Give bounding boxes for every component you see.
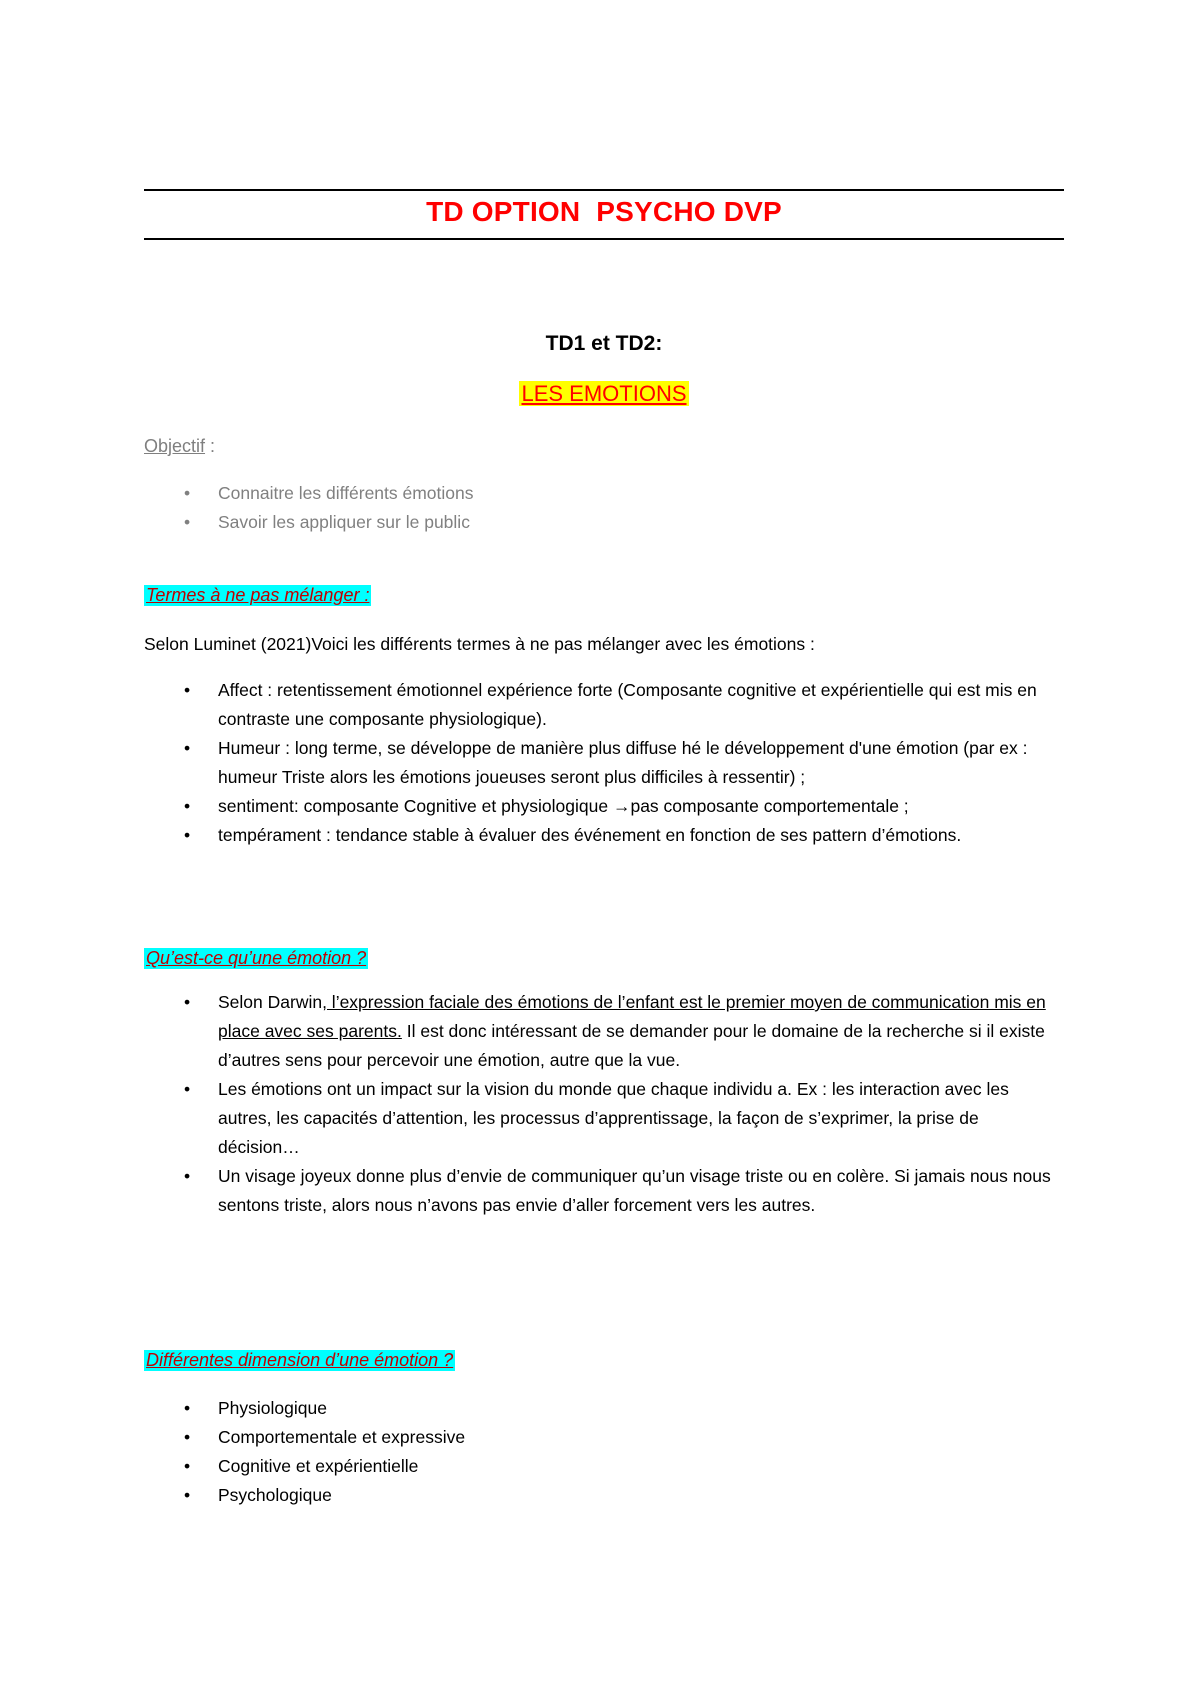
session-heading: TD1 et TD2: [545,332,663,355]
list-item [144,734,1064,792]
list-item [144,479,1064,508]
title-bottom-rule [144,238,1064,240]
list-item [144,1452,1064,1481]
list-item-text: Les émotions ont un impact sur la vision du monde que chaque individu a. Ex : les interaction avec les autres, les capacités d’attention, les processus d’apprentissage, la façon de s’exprimer, la prise de décision… [218,1079,1009,1157]
bullet-icon: • [184,1485,191,1505]
objectif-list [144,479,1064,537]
bullet-icon: • [184,796,191,816]
question-heading: Qu’est-ce qu’une émotion ? [146,948,367,968]
topic-heading-wrap [0,381,1200,407]
list-item-text: Psychologique [218,1485,332,1505]
bullet-icon: • [184,738,191,758]
list-item-text-cont: Il est donc intéressant de se demander pour le domaine de la recherche si il existe d’autres sens pour percevoir une émotion, autre que la vue. [218,1021,1045,1070]
list-item-text: Un visage joyeux donne plus d’envie de communiquer qu’un visage triste ou en colère. Si jamais nous nous sentons triste, alors nous n’avons pas envie d’aller forcement vers les autres. [218,1166,1051,1215]
list-item-text: Cognitive et expérientielle [218,1456,419,1476]
objectif-label-suffix: : [205,436,216,456]
bullet-icon: • [184,680,191,700]
list-item-text: Affect : retentissement émotionnel expérience forte (Composante cognitive et expérientielle qui est mis en contraste une composante physiologique). [218,680,1037,729]
termes-list [144,676,1064,850]
bullet-icon: • [184,1427,191,1447]
topic-heading: LES EMOTIONS [521,381,687,406]
list-item-underlined-text: , l’expression faciale des émotions de l’enfant est le premier moyen de communication mis en place avec ses parents. [218,992,1046,1041]
termes-heading: Termes à ne pas mélanger : [146,585,370,605]
bullet-icon: • [184,1456,191,1476]
bullet-icon: • [184,512,191,532]
list-item-text: Humeur : long terme, se développe de manière plus diffuse hé le développement d'une émotion (par ex : humeur Triste alors les émotions joueuses seront plus difficiles à ressentir) ; [218,738,1028,787]
list-item [144,988,1064,1075]
list-item-text: sentiment: composante Cognitive et physiologique →pas composante comportementale ; [218,796,909,816]
bullet-icon: • [184,825,191,845]
termes-intro: Selon Luminet (2021)Voici les différents termes à ne pas mélanger avec les émotions : [144,634,815,654]
list-item-text: Selon Darwin [218,992,323,1012]
list-item [144,821,1064,850]
list-item [144,676,1064,734]
dimensions-list [144,1394,1064,1510]
list-item-text: Connaitre les différents émotions [218,483,474,503]
list-item [144,1423,1064,1452]
bullet-icon: • [184,1398,191,1418]
bullet-icon: • [184,483,191,503]
list-item-text: tempérament : tendance stable à évaluer des événement en fonction de ses pattern d’émotions. [218,825,962,845]
question-list [144,988,1064,1220]
list-item [144,1394,1064,1423]
list-item [144,1075,1064,1162]
title-top-rule [144,189,1064,191]
list-item [144,1481,1064,1510]
list-item-text: Savoir les appliquer sur le public [218,512,470,532]
objectif-label-text: Objectif [144,436,206,456]
list-item-text: Physiologique [218,1398,327,1418]
document-title: TD OPTION PSYCHO DVP [426,196,782,227]
bullet-icon: • [184,992,191,1012]
objectif-label [144,436,215,457]
bullet-icon: • [184,1166,191,1186]
dimensions-heading: Différentes dimension d’une émotion ? [146,1350,454,1370]
list-item [144,508,1064,537]
bullet-icon: • [184,1079,191,1099]
list-item-text: Comportementale et expressive [218,1427,466,1447]
list-item [144,1162,1064,1220]
list-item [144,792,1064,821]
